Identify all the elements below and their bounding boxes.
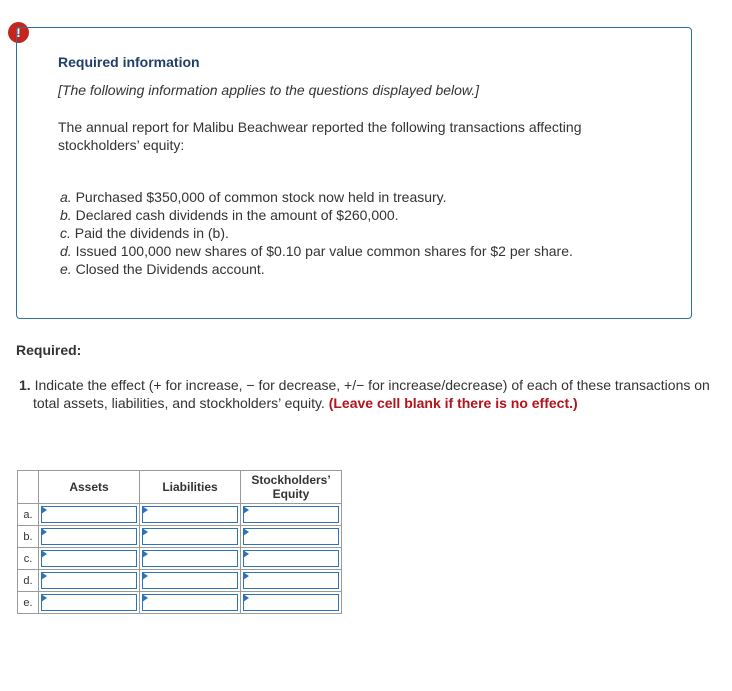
transaction-item-b [60, 206, 573, 224]
table-row [18, 570, 342, 592]
question-number: 1. [19, 377, 31, 393]
transaction-letter: e. [60, 261, 72, 277]
stockholders-equity-input[interactable] [243, 528, 339, 545]
question-text: Indicate the effect (+ for increase, − for decrease, +/− for increase/decrease) of each of these transactions on total assets, liabilities, and stockholders’ equity. [30, 377, 710, 411]
dropdown-triangle-icon[interactable] [41, 550, 47, 558]
assets-cell[interactable] [39, 592, 140, 614]
dropdown-triangle-icon[interactable] [41, 594, 47, 602]
transaction-list [60, 188, 573, 278]
blank-cell-note: (Leave cell blank if there is no effect.) [328, 395, 578, 411]
stockholders-equity-input[interactable] [243, 594, 339, 611]
dropdown-triangle-icon[interactable] [243, 506, 249, 514]
dropdown-triangle-icon[interactable] [142, 550, 148, 558]
info-note: [The following information applies to the questions displayed below.] [58, 82, 480, 98]
table-row [18, 504, 342, 526]
dropdown-triangle-icon[interactable] [243, 550, 249, 558]
assets-cell[interactable] [39, 548, 140, 570]
transaction-letter: d. [60, 243, 72, 259]
assets-cell[interactable] [39, 504, 140, 526]
dropdown-triangle-icon[interactable] [41, 528, 47, 536]
question-1 [19, 376, 723, 412]
info-title: Required information [58, 54, 200, 70]
liabilities-cell[interactable] [140, 548, 241, 570]
transaction-item-a [60, 188, 573, 206]
stockholders-equity-cell[interactable] [241, 570, 342, 592]
liabilities-header: Liabilities [140, 471, 241, 504]
transaction-text: Paid the dividends in (b). [70, 225, 229, 241]
stockholders-equity-input[interactable] [243, 550, 339, 567]
dropdown-triangle-icon[interactable] [142, 506, 148, 514]
transaction-item-e [60, 260, 573, 278]
table-row [18, 548, 342, 570]
transaction-letter: a. [60, 189, 72, 205]
row-label: a. [18, 504, 39, 526]
assets-cell[interactable] [39, 526, 140, 548]
stockholders-equity-cell[interactable] [241, 504, 342, 526]
stockholders-equity-header: Stockholders’ Equity [241, 471, 342, 504]
stockholders-equity-input[interactable] [243, 506, 339, 523]
table-corner-header [18, 471, 39, 504]
liabilities-input[interactable] [142, 528, 238, 545]
assets-input[interactable] [41, 594, 137, 611]
dropdown-triangle-icon[interactable] [41, 506, 47, 514]
transaction-text: Issued 100,000 new shares of $0.10 par value common shares for $2 per share. [71, 243, 573, 259]
dropdown-triangle-icon[interactable] [142, 594, 148, 602]
row-label: e. [18, 592, 39, 614]
row-label: b. [18, 526, 39, 548]
assets-input[interactable] [41, 506, 137, 523]
liabilities-input[interactable] [142, 572, 238, 589]
required-information-box [16, 27, 692, 319]
info-intro: The annual report for Malibu Beachwear reported the following transactions affecting stockholders’ equity: [58, 119, 582, 153]
assets-input[interactable] [41, 572, 137, 589]
transaction-text: Purchased $350,000 of common stock now held in treasury. [71, 189, 447, 205]
liabilities-input[interactable] [142, 594, 238, 611]
transaction-item-d [60, 242, 573, 260]
transaction-letter: c. [60, 225, 71, 241]
dropdown-triangle-icon[interactable] [243, 594, 249, 602]
assets-cell[interactable] [39, 570, 140, 592]
effects-table [17, 470, 342, 614]
dropdown-triangle-icon[interactable] [243, 528, 249, 536]
transaction-text: Closed the Dividends account. [71, 261, 265, 277]
table-row [18, 526, 342, 548]
dropdown-triangle-icon[interactable] [142, 528, 148, 536]
liabilities-input[interactable] [142, 506, 238, 523]
liabilities-input[interactable] [142, 550, 238, 567]
table-header-row [18, 471, 342, 504]
dropdown-triangle-icon[interactable] [142, 572, 148, 580]
assets-header: Assets [39, 471, 140, 504]
liabilities-cell[interactable] [140, 592, 241, 614]
transaction-text: Declared cash dividends in the amount of $260,000. [71, 207, 399, 223]
stockholders-equity-cell[interactable] [241, 526, 342, 548]
row-label: d. [18, 570, 39, 592]
alert-icon: ! [8, 22, 29, 43]
liabilities-cell[interactable] [140, 526, 241, 548]
dropdown-triangle-icon[interactable] [41, 572, 47, 580]
transaction-item-c [60, 224, 573, 242]
stockholders-equity-cell[interactable] [241, 592, 342, 614]
liabilities-cell[interactable] [140, 504, 241, 526]
assets-input[interactable] [41, 528, 137, 545]
liabilities-cell[interactable] [140, 570, 241, 592]
assets-input[interactable] [41, 550, 137, 567]
row-label: c. [18, 548, 39, 570]
table-row [18, 592, 342, 614]
stockholders-equity-cell[interactable] [241, 548, 342, 570]
stockholders-equity-input[interactable] [243, 572, 339, 589]
dropdown-triangle-icon[interactable] [243, 572, 249, 580]
required-heading: Required: [16, 342, 82, 358]
transaction-letter: b. [60, 207, 72, 223]
